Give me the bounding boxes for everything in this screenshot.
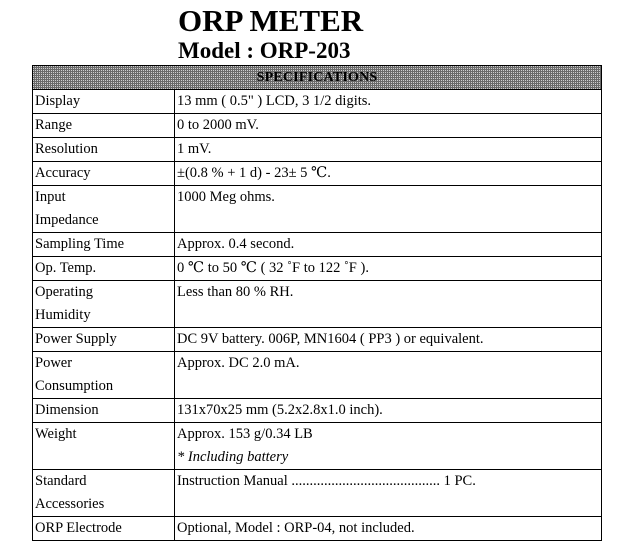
table-row-range <box>33 114 602 138</box>
spec-value-text: DC 9V battery. 006P, MN1604 ( PP3 ) or equivalent. <box>177 331 484 347</box>
spec-value <box>175 352 602 399</box>
table-row-operating-humidity <box>33 281 602 328</box>
spec-value <box>175 162 602 186</box>
spec-value <box>175 281 602 328</box>
table-row-op-temp <box>33 257 602 281</box>
spec-label-text: Input <box>35 189 66 205</box>
spec-value-text: 13 mm ( 0.5" ) LCD, 3 1/2 digits. <box>177 93 372 109</box>
spec-label-text: Power Supply <box>35 331 117 347</box>
spec-label <box>33 233 175 257</box>
table-row-standard-accessories <box>33 470 602 517</box>
spec-label <box>33 90 175 114</box>
document-title: ORP METER <box>178 3 364 38</box>
spec-value <box>175 233 602 257</box>
spec-label <box>33 281 175 328</box>
spec-value-text: 0 to 2000 mV. <box>177 117 259 133</box>
spec-value <box>175 470 602 517</box>
spec-value <box>175 517 602 541</box>
spec-value <box>175 114 602 138</box>
spec-value <box>175 399 602 423</box>
table-row-accuracy <box>33 162 602 186</box>
spec-value-text: Less than 80 % RH. <box>177 284 294 300</box>
spec-label-text: Consumption <box>35 378 114 394</box>
spec-label-text: Power <box>35 355 73 371</box>
spec-value-text: 131x70x25 mm (5.2x2.8x1.0 inch). <box>177 402 383 418</box>
table-row-dimension <box>33 399 602 423</box>
spec-value-text: Approx. 153 g/0.34 LB <box>177 426 313 442</box>
spec-label-text: Sampling Time <box>35 236 125 252</box>
spec-label-text: Operating <box>35 284 93 300</box>
spec-label <box>33 399 175 423</box>
spec-label-text: Humidity <box>35 307 91 323</box>
weight-note: * Including battery <box>177 449 289 465</box>
spec-label <box>33 470 175 517</box>
spec-value <box>175 90 602 114</box>
spec-label <box>33 114 175 138</box>
specifications-header: SPECIFICATIONS <box>33 66 602 90</box>
specifications-table <box>32 65 602 541</box>
spec-label <box>33 352 175 399</box>
table-row-input-impedance <box>33 186 602 233</box>
spec-value-text: Optional, Model : ORP-04, not included. <box>177 520 415 536</box>
spec-label <box>33 423 175 470</box>
spec-value-text: Instruction Manual ......................................... 1 PC. <box>177 473 476 489</box>
spec-label-text: Resolution <box>35 141 98 157</box>
spec-label <box>33 138 175 162</box>
spec-label-text: Range <box>35 117 73 133</box>
spec-value-text: Approx. DC 2.0 mA. <box>177 355 300 371</box>
spec-value-text: 1000 Meg ohms. <box>177 189 275 205</box>
model-subtitle: Model : ORP-203 <box>178 38 351 63</box>
spec-label-text: Standard <box>35 473 87 489</box>
spec-value <box>175 328 602 352</box>
spec-value-text: 0 ℃ to 50 ℃ ( 32 ˚F to 122 ˚F ). <box>177 260 369 276</box>
table-row-weight <box>33 423 602 470</box>
spec-value <box>175 138 602 162</box>
spec-label-text: Dimension <box>35 402 99 418</box>
table-row-resolution <box>33 138 602 162</box>
spec-value <box>175 423 602 470</box>
table-row-orp-electrode <box>33 517 602 541</box>
table-row-display <box>33 90 602 114</box>
spec-value <box>175 186 602 233</box>
spec-label <box>33 257 175 281</box>
table-row-power-consumption <box>33 352 602 399</box>
spec-label <box>33 517 175 541</box>
spec-value <box>175 257 602 281</box>
table-header-row <box>33 66 602 90</box>
spec-label-text: Accessories <box>35 496 105 512</box>
spec-label-text: Display <box>35 93 81 109</box>
spec-value-text: Approx. 0.4 second. <box>177 236 295 252</box>
spec-label <box>33 328 175 352</box>
spec-value-text: ±(0.8 % + 1 d) - 23± 5 ℃. <box>177 165 331 181</box>
table-row-sampling-time <box>33 233 602 257</box>
spec-label-text: Accuracy <box>35 165 91 181</box>
spec-label-text: ORP Electrode <box>35 520 122 536</box>
spec-value-text: 1 mV. <box>177 141 212 157</box>
spec-label-text: Weight <box>35 426 77 442</box>
spec-label <box>33 162 175 186</box>
spec-label <box>33 186 175 233</box>
table-row-power-supply <box>33 328 602 352</box>
spec-label-text: Op. Temp. <box>35 260 97 276</box>
spec-label-text: Impedance <box>35 212 99 228</box>
